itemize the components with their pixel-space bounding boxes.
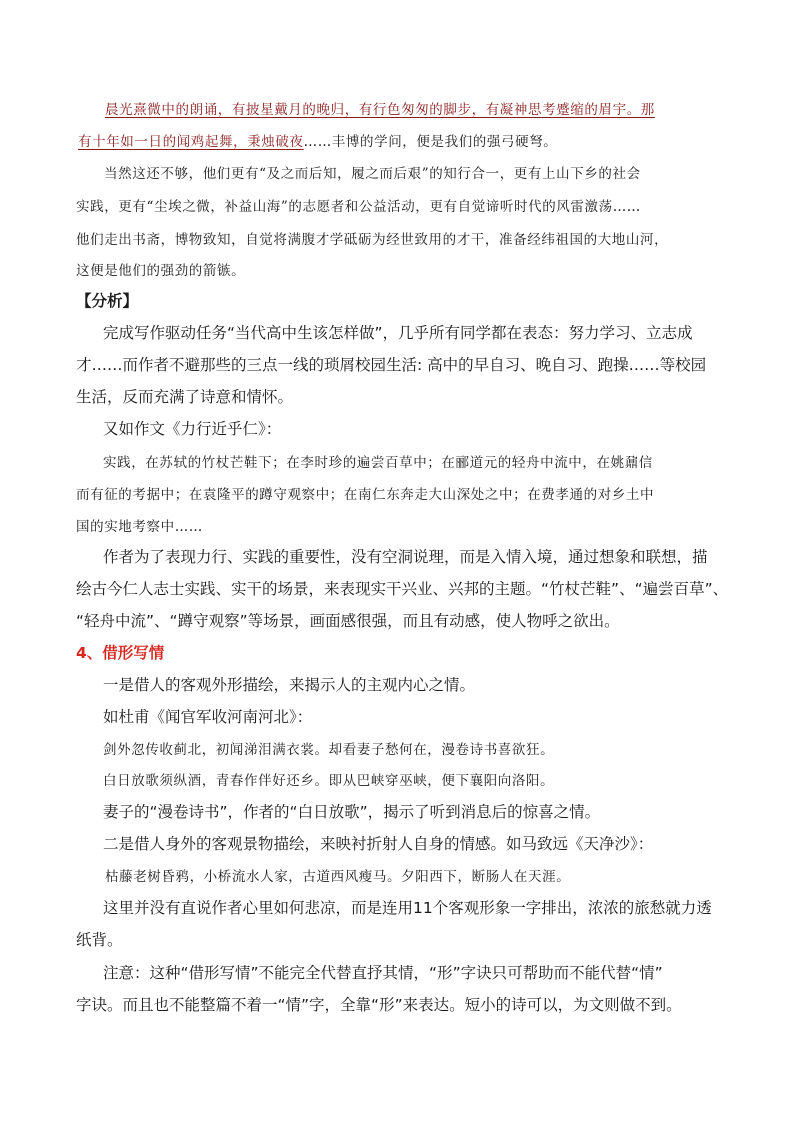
poem-line-3: 枯藤老树昏鸦，小桥流水人家，古道西风瘦马。夕阳西下，断肠人在天涯。 — [105, 869, 571, 885]
text-line-16: 绘古今仁人志士实践、实干的场景，来表现实干兴业、兴邦的主题。“竹杖芒鞋”、“遍尝百草”、 — [76, 580, 729, 598]
text-line-10: 生活，反而充满了诗意和情怀。 — [76, 388, 294, 406]
text-line-11: 又如作文《力行近乎仁》： — [103, 420, 282, 438]
text-line-26: 这里并没有直说作者心里如何悲凉，而是连用11个客观形象一字排出，浓浓的旅愁就力透 — [103, 899, 712, 917]
text-line-23: 妻子的“漫卷诗书”，作者的“白日放歌”，揭示了听到消息后的惊喜之情。 — [103, 803, 601, 821]
text-line-2-rest: ……丰博的学问，便是我们的强弓硬弩。 — [303, 134, 558, 150]
section-label-analysis: 【分析】 — [76, 292, 139, 310]
text-line-24: 二是借人身外的客观景物描绘，来映衬折射人自身的情感。如马致远《天净沙》： — [103, 835, 654, 853]
text-line-28: 注意：这种“借形写情”不能完全代替直抒其情，“形”字诀只可帮助而不能代替“情” — [103, 964, 663, 982]
text-line-20: 如杜甫《闻官军收河南河北》： — [103, 708, 313, 726]
text-line-9: 才……而作者不避那些的三点一线的琐屑校园生活: 高中的早自习、晚自习、跑操……等校园 — [76, 356, 707, 374]
poem-line-1: 剑外忽传收蓟北，初闻涕泪满衣裳。却看妻子愁何在，漫卷诗书喜欲狂。 — [103, 742, 555, 758]
text-line-12: 实践，在苏轼的竹杖芒鞋下；在李时珍的遍尝百草中；在郦道元的轻舟中流中，在姚鼐信 — [103, 455, 653, 471]
text-line-13: 而有征的考据中；在袁隆平的蹲守观察中；在南仁东奔走大山深处之中；在费孝通的对乡土中 — [76, 487, 655, 503]
section-heading: 4、借形写情 — [76, 644, 165, 662]
text-line-17: “轻舟中流”、“蹲守观察”等场景，画面感很强，而且有动感，使人物呼之欲出。 — [76, 612, 620, 630]
underlined-phrase: 有十年如一日的闻鸡起舞，秉烛破夜 — [78, 134, 304, 150]
text-line-15: 作者为了表现力行、实践的重要性，没有空洞说理，而是入情入境，通过想象和联想，描 — [103, 548, 708, 566]
text-line-4: 实践，更有“尘埃之微，补益山海”的志愿者和公益活动，更有自觉谛听时代的风雷激荡…… — [76, 199, 641, 215]
text-line-3: 当然这还不够，他们更有“及之而后知，履之而后艰”的知行合一，更有上山下乡的社会 — [104, 166, 641, 182]
poem-line-2: 白日放歌须纵酒，青春作伴好还乡。即从巴峡穿巫峡，便下襄阳向洛阳。 — [103, 773, 555, 789]
text-line-29: 字诀。而且也不能整篇不着一“情”字，全靠“形”来表达。短小的诗可以，为文则做不到。 — [76, 996, 682, 1014]
text-line-8: 完成写作驱动任务“当代高中生该怎样做”，几乎所有同学都在表态：努力学习、立志成 — [103, 324, 693, 342]
text-line-14: 国的实地考察中…… — [76, 519, 203, 535]
text-line-1: 晨光熹微中的朗诵，有披星戴月的晚归，有行色匆匆的脚步，有凝神思考蹙缩的眉宇。那 — [105, 102, 655, 118]
text-line-2 — [78, 131, 557, 153]
text-line-5: 他们走出书斋，博物致知，自觉将满腹才学砥砺为经世致用的才干，准备经纬祖国的大地山河， — [76, 232, 669, 248]
text-line-6: 这便是他们的强劲的箭镞。 — [76, 263, 246, 279]
text-line-19: 一是借人的客观外形描绘，来揭示人的主观内心之情。 — [103, 676, 476, 694]
text-line-27: 纸背。 — [76, 931, 123, 949]
